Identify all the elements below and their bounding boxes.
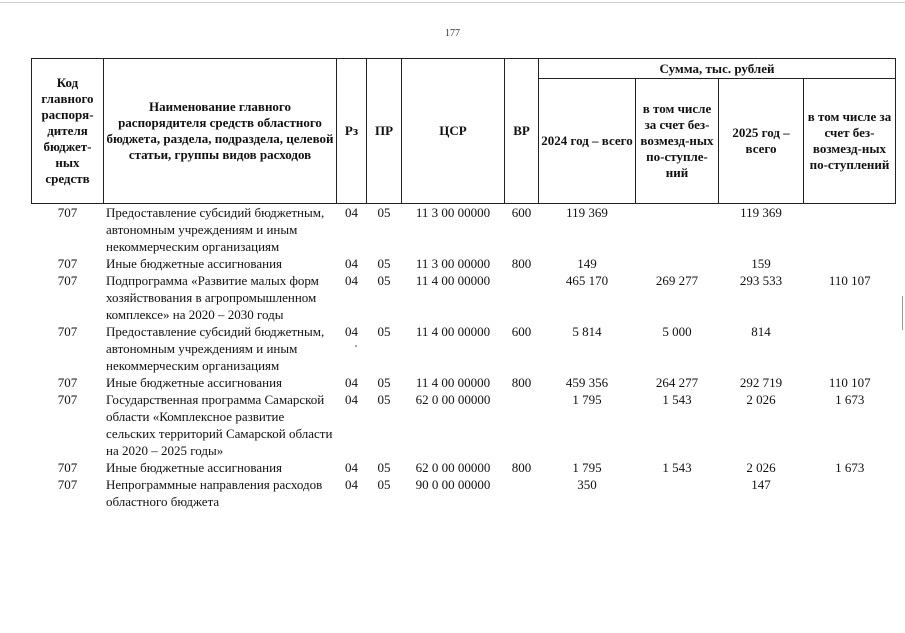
cell-rz: 04	[345, 273, 358, 288]
cell-2024-total: 5 814	[572, 324, 602, 339]
table-row	[32, 272, 896, 323]
cell-2025-grants: 110 107	[828, 375, 871, 390]
cell-code: 707	[57, 205, 78, 220]
cell-vr	[505, 391, 539, 459]
cell-pr: 05	[377, 460, 391, 475]
cell-vr: 800	[511, 460, 532, 475]
cell-code: 707	[57, 256, 78, 271]
table-body	[32, 204, 896, 511]
cell-pr: 05	[377, 273, 391, 288]
cell-code: 707	[57, 392, 78, 407]
cell-2025-total: 159	[751, 256, 771, 271]
scan-edge-mark	[902, 296, 903, 330]
cell-pr: 05	[377, 205, 391, 220]
cell-2024-grants: 269 277	[655, 273, 699, 288]
cell-pr: 05	[377, 477, 391, 492]
cell-2025-total: 119 369	[740, 205, 782, 220]
cell-csr: 62 0 00 00000	[415, 460, 491, 475]
cell-name: Предоставление субсидий бюджетным, автономным учреждениям и иным некоммерческим организациям	[106, 324, 325, 373]
table-row	[32, 323, 896, 374]
cell-2025-grants	[804, 204, 896, 256]
cell-2024-grants: 264 277	[655, 375, 699, 390]
cell-2024-total: 350	[577, 477, 597, 492]
cell-vr: 600	[511, 205, 532, 220]
cell-csr: 11 4 00 00000	[415, 324, 491, 339]
cell-csr: 11 4 00 00000	[415, 273, 491, 288]
cell-rz: 04	[345, 256, 358, 271]
cell-name: Иные бюджетные ассигнования	[106, 375, 283, 390]
budget-table	[31, 58, 896, 510]
cell-name: Подпрограмма «Развитие малых форм хозяйствования в агропромышленном комплексе» на 2020 – 2030 годы	[106, 273, 319, 322]
header-2025-grants: в том числе за счет без-возмезд-ных по-ступлений	[804, 79, 896, 204]
cell-rz: 04	[345, 324, 358, 339]
header-2025-total: 2025 год – всего	[719, 79, 804, 204]
cell-vr: 800	[511, 375, 532, 390]
cell-2024-total: 465 170	[565, 273, 609, 288]
cell-2025-total: 147	[751, 477, 771, 492]
cell-2025-total: 292 719	[739, 375, 783, 390]
cell-2025-total: 2 026	[746, 392, 776, 407]
cell-csr: 11 3 00 00000	[415, 256, 491, 271]
cell-name: Предоставление субсидий бюджетным, автономным учреждениям и иным некоммерческим организациям	[106, 205, 325, 254]
cell-2025-grants	[804, 255, 896, 272]
cell-2025-grants	[804, 323, 896, 374]
cell-2025-grants: 110 107	[828, 273, 871, 288]
cell-pr: 05	[377, 392, 391, 407]
cell-code: 707	[57, 477, 78, 492]
cell-rz: 04	[345, 477, 358, 492]
cell-csr: 90 0 00 00000	[415, 477, 491, 492]
scan-edge-line	[0, 2, 905, 3]
header-pr: ПР	[367, 59, 402, 204]
cell-2024-total: 149	[577, 256, 597, 271]
cell-2024-total: 119 369	[566, 205, 608, 220]
header-rz: Рз	[337, 59, 367, 204]
cell-rz: 04	[345, 375, 358, 390]
header-name: Наименование главного распорядителя средств областного бюджета, раздела, подраздела, целевой статьи, группы видов расходов	[104, 59, 337, 204]
table-row	[32, 255, 896, 272]
cell-2024-grants	[636, 476, 719, 510]
cell-csr: 11 3 00 00000	[415, 205, 491, 220]
header-csr: ЦСР	[402, 59, 505, 204]
cell-2024-total: 1 795	[572, 392, 602, 407]
cell-2025-grants: 1 673	[835, 392, 865, 407]
cell-rz: 04	[345, 205, 358, 220]
cell-2024-grants: 1 543	[662, 392, 692, 407]
cell-pr: 05	[377, 375, 391, 390]
cell-code: 707	[57, 460, 78, 475]
header-sum: Сумма, тыс. рублей	[539, 59, 896, 79]
header-2024-total: 2024 год – всего	[539, 79, 636, 204]
page-number: 177	[445, 28, 460, 39]
scan-speck	[355, 345, 357, 347]
cell-2024-grants: 5 000	[662, 324, 692, 339]
cell-2024-grants	[636, 204, 719, 256]
cell-2025-grants: 1 673	[835, 460, 865, 475]
cell-name: Иные бюджетные ассигнования	[106, 460, 283, 475]
cell-2025-grants	[804, 476, 896, 510]
cell-code: 707	[57, 324, 78, 339]
cell-csr: 62 0 00 00000	[415, 392, 491, 407]
cell-2024-total: 1 795	[572, 460, 602, 475]
cell-vr: 600	[511, 324, 532, 339]
table-header	[32, 59, 896, 204]
table-row	[32, 391, 896, 459]
cell-2024-total: 459 356	[565, 375, 609, 390]
table-row	[32, 476, 896, 510]
cell-2025-total: 293 533	[739, 273, 783, 288]
cell-vr	[505, 476, 539, 510]
cell-vr: 800	[511, 256, 532, 271]
table-row	[32, 459, 896, 476]
header-vr: ВР	[505, 59, 539, 204]
cell-name: Непрограммные направления расходов областного бюджета	[106, 477, 323, 509]
cell-csr: 11 4 00 00000	[415, 375, 491, 390]
cell-2024-grants: 1 543	[662, 460, 692, 475]
table-row	[32, 204, 896, 256]
cell-2025-total: 2 026	[746, 460, 776, 475]
cell-rz: 04	[345, 460, 358, 475]
header-code: Код главного распоря-дителя бюджет-ных средств	[32, 59, 104, 204]
cell-code: 707	[57, 375, 78, 390]
cell-name: Иные бюджетные ассигнования	[106, 256, 283, 271]
table-row	[32, 374, 896, 391]
header-2024-grants: в том числе за счет без-возмезд-ных по-ступле-ний	[636, 79, 719, 204]
cell-2024-grants	[636, 255, 719, 272]
cell-pr: 05	[377, 256, 391, 271]
cell-name: Государственная программа Самарской области «Комплексное развитие сельских территорий Самарской области на 2020 – 2025 годы»	[106, 392, 333, 458]
cell-vr	[505, 272, 539, 323]
cell-rz: 04	[345, 392, 358, 407]
cell-pr: 05	[377, 324, 391, 339]
cell-2025-total: 814	[751, 324, 771, 339]
cell-code: 707	[57, 273, 78, 288]
